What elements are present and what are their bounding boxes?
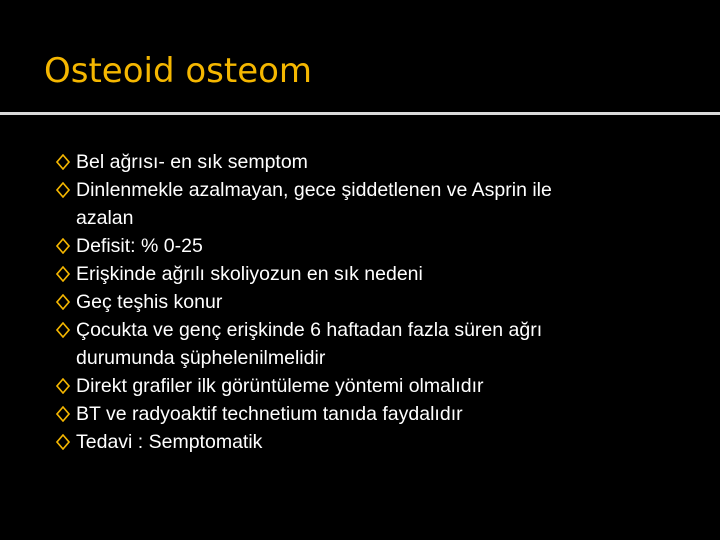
bullet-text-line: Erişkinde ağrılı skoliyozun en sık nedeni (76, 263, 423, 285)
slide-title: Osteoid osteom (44, 51, 313, 91)
hollow-diamond-bullet-icon (56, 182, 70, 198)
hollow-diamond-bullet-icon (56, 434, 70, 450)
bullet-text-line: Dinlenmekle azalmayan, gece şiddetlenen ve Asprin ile (76, 179, 552, 201)
bullet-item (0, 428, 720, 456)
bullet-item (0, 400, 720, 428)
bullet-text-line: Bel ağrısı- en sık semptom (76, 151, 308, 173)
bullet-text-line: Tedavi : Semptomatik (76, 431, 263, 453)
bullet-text-line: Direkt grafiler ilk görüntüleme yöntemi olmalıdır (76, 375, 484, 397)
hollow-diamond-bullet-icon (56, 406, 70, 422)
bullet-text-line: Defisit: % 0-25 (76, 235, 203, 257)
bullet-item (0, 316, 720, 372)
hollow-diamond-bullet-icon (56, 378, 70, 394)
hollow-diamond-bullet-icon (56, 322, 70, 338)
title-divider (0, 112, 720, 115)
bullet-text-line: azalan (76, 207, 134, 229)
bullet-item (0, 260, 720, 288)
bullet-item (0, 176, 720, 232)
title-band (0, 8, 720, 110)
hollow-diamond-bullet-icon (56, 238, 70, 254)
hollow-diamond-bullet-icon (56, 154, 70, 170)
hollow-diamond-bullet-icon (56, 266, 70, 282)
bullet-list (0, 148, 720, 456)
bullet-item (0, 232, 720, 260)
bullet-item (0, 288, 720, 316)
bullet-text-line: durumunda şüphelenilmelidir (76, 347, 326, 369)
bullet-text-line: BT ve radyoaktif technetium tanıda faydalıdır (76, 403, 463, 425)
bullet-item (0, 372, 720, 400)
bullet-text-line: Çocukta ve genç erişkinde 6 haftadan fazla süren ağrı (76, 319, 543, 341)
hollow-diamond-bullet-icon (56, 294, 70, 310)
bullet-text-line: Geç teşhis konur (76, 291, 223, 313)
bullet-item (0, 148, 720, 176)
